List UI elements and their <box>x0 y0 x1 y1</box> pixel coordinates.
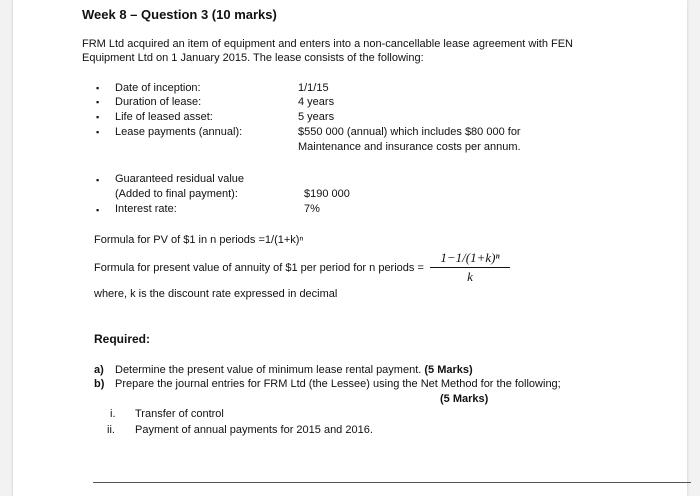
detail-label-inception: Date of inception: <box>115 82 201 94</box>
intro-line-1: FRM Ltd acquired an item of equipment and enters into a non-cancellable lease agreement with FEN <box>82 38 573 50</box>
item-b-text: Prepare the journal entries for FRM Ltd (the Lessee) using the Net Method for the following; <box>115 378 561 390</box>
subitem-i-number: i. <box>110 408 116 420</box>
interest-value: 7% <box>304 203 320 215</box>
fraction-bar <box>430 267 510 268</box>
answer-line <box>93 482 691 483</box>
detail-value-lease-payments-cont: Maintenance and insurance costs per annum. <box>298 141 521 153</box>
subitem-i-text: Transfer of control <box>135 408 224 420</box>
document-page <box>13 0 687 496</box>
item-a-letter: a) <box>94 364 104 376</box>
residual-value: $190 000 <box>304 188 350 200</box>
question-title: Week 8 – Question 3 (10 marks) <box>82 7 277 22</box>
detail-value-inception: 1/1/15 <box>298 82 329 94</box>
residual-label-1: Guaranteed residual value <box>115 173 245 185</box>
pv-formula: Formula for PV of $1 in n periods =1/(1+k)ⁿ <box>94 234 304 246</box>
item-a-text <box>115 364 473 376</box>
item-b-letter: b) <box>94 378 105 390</box>
residual-label-2: (Added to final payment): <box>115 188 238 200</box>
detail-label-duration: Duration of lease: <box>115 96 202 108</box>
detail-value-asset-life: 5 years <box>298 111 335 123</box>
detail-label-asset-life: Life of leased asset: <box>115 111 213 123</box>
bullet-icon: ▪ <box>96 205 100 215</box>
bullet-icon: ▪ <box>96 127 100 137</box>
bullet-icon: ▪ <box>96 83 100 93</box>
annuity-formula-label: Formula for present value of annuity of $1 per period for n periods = <box>94 262 424 274</box>
detail-value-duration: 4 years <box>298 96 335 108</box>
annuity-fraction <box>428 250 512 286</box>
detail-value-lease-payments: $550 000 (annual) which includes $80 000 for <box>298 126 521 138</box>
interest-label: Interest rate: <box>115 203 177 215</box>
bullet-icon: ▪ <box>96 112 100 122</box>
fraction-numerator: 1−1/(1+k)ⁿ <box>440 250 500 265</box>
required-heading: Required: <box>94 332 151 346</box>
bullet-icon: ▪ <box>96 97 100 107</box>
bullet-icon: ▪ <box>96 175 100 185</box>
subitem-ii-number: ii. <box>107 424 115 436</box>
item-a-description: Determine the present value of minimum lease rental payment. <box>115 364 422 376</box>
item-a-marks: (5 Marks) <box>424 364 473 376</box>
subitem-ii-text: Payment of annual payments for 2015 and 2016. <box>135 424 373 436</box>
item-b-marks: (5 Marks) <box>440 393 489 405</box>
intro-line-2: Equipment Ltd on 1 January 2015. The lease consists of the following: <box>82 52 424 64</box>
detail-label-lease-payments: Lease payments (annual): <box>115 126 243 138</box>
discount-rate-note: where, k is the discount rate expressed in decimal <box>94 288 338 300</box>
fraction-denominator: k <box>467 269 473 284</box>
